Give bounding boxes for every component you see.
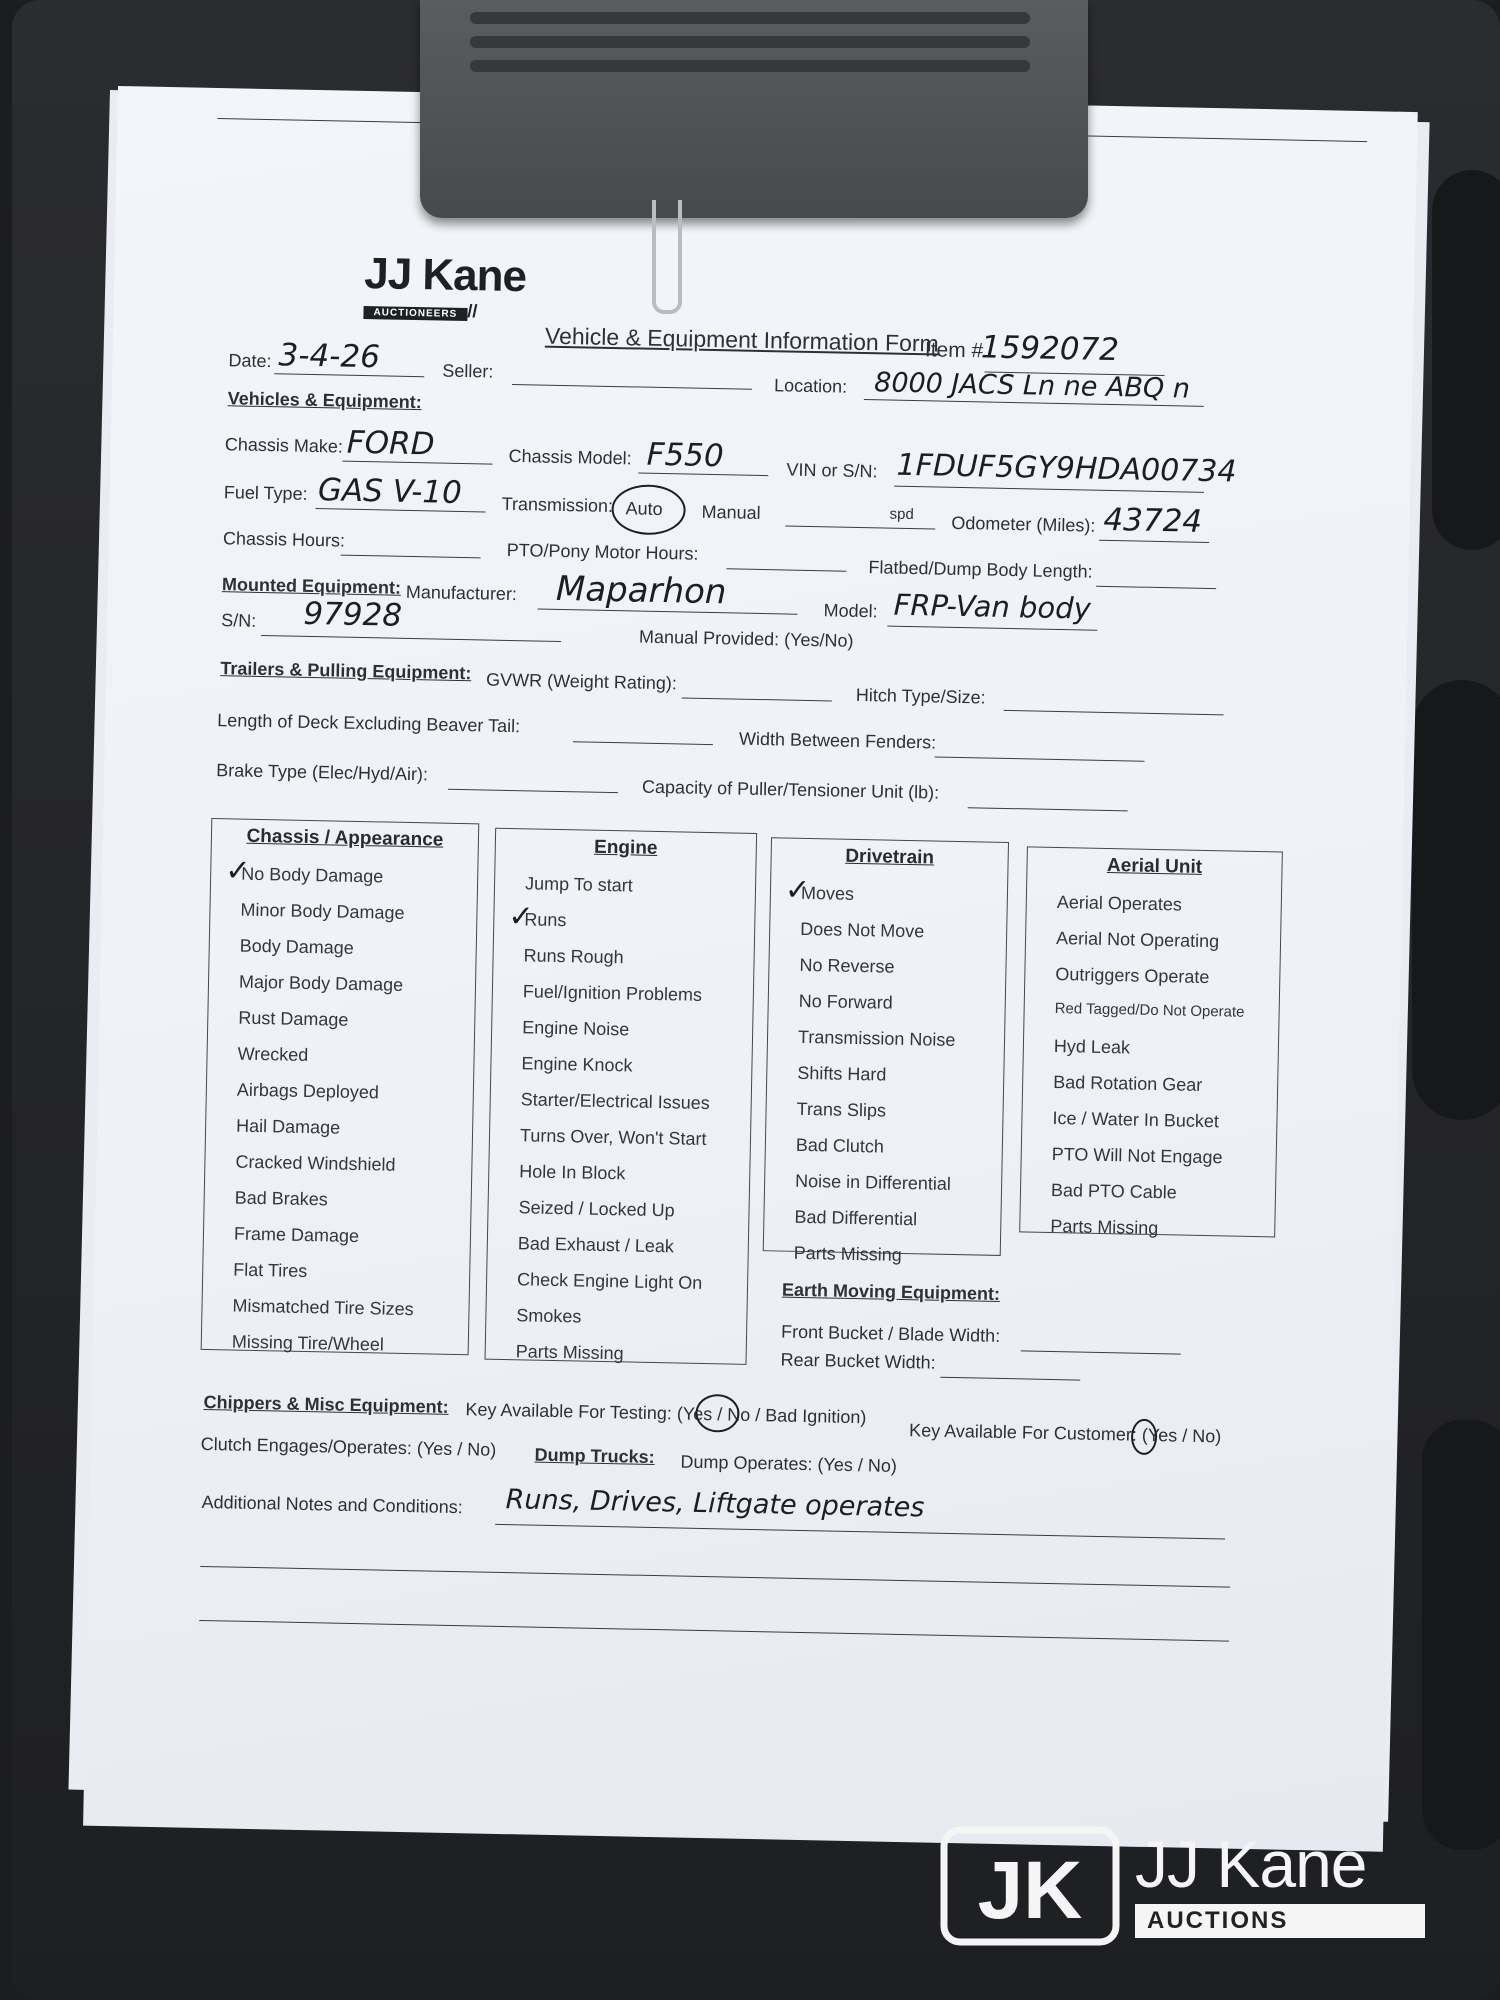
flatbed-length-line bbox=[1096, 586, 1216, 589]
model-line bbox=[887, 626, 1097, 631]
notes-line-3 bbox=[199, 1620, 1229, 1642]
clipboard-clip bbox=[420, 0, 1088, 218]
deck-length-line bbox=[573, 741, 713, 745]
checklist-item: Bad Exhaust / Leak bbox=[517, 1233, 675, 1257]
checkmark-icon: ✓ bbox=[784, 873, 811, 908]
model-value: FRP-Van body bbox=[893, 587, 1092, 626]
transmission-speed-label: spd bbox=[889, 505, 914, 524]
clip-wire bbox=[652, 200, 682, 314]
clip-ridge bbox=[470, 12, 1030, 24]
chassis-make-value: FORD bbox=[346, 424, 435, 463]
fender-width-label: Width Between Fenders: bbox=[738, 728, 937, 753]
checklist-item: Seized / Locked Up bbox=[518, 1197, 675, 1221]
gvwr-line bbox=[682, 697, 832, 701]
hitch-label: Hitch Type/Size: bbox=[855, 684, 986, 708]
sn-line bbox=[261, 635, 561, 642]
fuel-type-value: GAS V-10 bbox=[317, 472, 463, 511]
checklist-item: Body Damage bbox=[239, 935, 355, 958]
drivetrain-title: Drivetrain bbox=[845, 845, 935, 869]
checklist-item: Noise in Differential bbox=[794, 1170, 952, 1194]
clip-ridge bbox=[470, 36, 1030, 48]
jk-monogram-icon bbox=[940, 1826, 1120, 1946]
form-title: Vehicle & Equipment Information Form bbox=[544, 322, 940, 357]
chassis-hours-label: Chassis Hours: bbox=[222, 528, 346, 551]
checklist-item: Trans Slips bbox=[796, 1098, 887, 1121]
checklist-item: Mismatched Tire Sizes bbox=[232, 1295, 414, 1320]
location-label: Location: bbox=[773, 375, 848, 397]
notes-line-2 bbox=[200, 1566, 1230, 1588]
checklist-item: Ice / Water In Bucket bbox=[1052, 1107, 1220, 1132]
checklist-item: PTO Will Not Engage bbox=[1051, 1143, 1223, 1168]
aerial-unit-box bbox=[1019, 846, 1283, 1237]
chassis-model-label: Chassis Model: bbox=[508, 445, 632, 469]
jk-monogram-initials: JK bbox=[977, 1845, 1083, 1936]
checklist-item: No Forward bbox=[798, 990, 893, 1013]
checklist-item: Jump To start bbox=[524, 873, 633, 896]
checklist-item: Airbags Deployed bbox=[236, 1079, 380, 1103]
chippers-heading: Chippers & Misc Equipment: bbox=[203, 1391, 449, 1417]
gvwr-label: GVWR (Weight Rating): bbox=[485, 669, 678, 694]
sn-label: S/N: bbox=[221, 610, 257, 631]
checklist-item: Minor Body Damage bbox=[240, 899, 405, 923]
engine-title: Engine bbox=[593, 836, 658, 859]
logo-name: JJ Kane bbox=[363, 248, 527, 302]
checklist-item: Red Tagged/Do Not Operate bbox=[1054, 999, 1245, 1021]
manufacturer-value: Maparhon bbox=[555, 568, 727, 613]
checklist-item: Bad Clutch bbox=[795, 1134, 885, 1157]
vin-label: VIN or S/N: bbox=[786, 459, 878, 482]
checklist-item: Aerial Not Operating bbox=[1055, 928, 1220, 952]
model-label: Model: bbox=[823, 600, 878, 622]
vin-value: 1FDUF5GY9HDA00734 bbox=[896, 447, 1237, 490]
brake-type-label: Brake Type (Elec/Hyd/Air): bbox=[216, 760, 429, 785]
checkmark-icon: ✓ bbox=[224, 854, 251, 888]
hitch-line bbox=[1004, 710, 1224, 715]
transmission-manual-line bbox=[785, 525, 935, 529]
checklist-item: Major Body Damage bbox=[238, 971, 404, 995]
chassis-hours-line bbox=[341, 555, 481, 559]
vehicles-heading: Vehicles & Equipment: bbox=[227, 388, 422, 413]
checklist-item: Bad Brakes bbox=[234, 1187, 328, 1210]
pto-hours-label: PTO/Pony Motor Hours: bbox=[506, 539, 699, 564]
checklist-item: No Reverse bbox=[799, 954, 895, 977]
key-testing-yes-circle bbox=[695, 1394, 740, 1433]
checklist-item: Cracked Windshield bbox=[235, 1151, 396, 1175]
watermark-subtitle: AUCTIONS bbox=[1135, 1904, 1425, 1938]
checklist-item: Frame Damage bbox=[233, 1223, 360, 1247]
date-value: 3-4-26 bbox=[278, 337, 381, 376]
checklist-item: Fuel/Ignition Problems bbox=[522, 981, 703, 1005]
checklist-item: Check Engine Light On bbox=[516, 1269, 703, 1293]
clip-ridge bbox=[470, 60, 1030, 72]
flatbed-length-label: Flatbed/Dump Body Length: bbox=[868, 557, 1093, 582]
checklist-item: Does Not Move bbox=[800, 918, 925, 942]
checklist-item: Hail Damage bbox=[235, 1115, 341, 1138]
checklist-item: Parts Missing bbox=[793, 1242, 902, 1265]
notes-label: Additional Notes and Conditions: bbox=[201, 1491, 463, 1518]
pto-hours-line bbox=[726, 568, 846, 571]
clutch-option: Clutch Engages/Operates: (Yes / No) bbox=[200, 1433, 497, 1460]
transmission-auto-option: Auto bbox=[625, 498, 663, 520]
chassis-make-label: Chassis Make: bbox=[224, 434, 344, 457]
notes-value: Runs, Drives, Liftgate operates bbox=[505, 1484, 925, 1524]
checklist-item: No Body Damage bbox=[241, 863, 384, 887]
earth-moving-heading: Earth Moving Equipment: bbox=[781, 1279, 1001, 1304]
checklist-item: Bad Differential bbox=[794, 1206, 918, 1230]
checklist-item: Hyd Leak bbox=[1053, 1035, 1131, 1058]
transmission-label: Transmission: bbox=[501, 493, 614, 517]
item-label: Item # bbox=[924, 338, 984, 363]
checklist-item: Runs Rough bbox=[523, 945, 624, 968]
chassis-model-value: F550 bbox=[646, 436, 725, 475]
logo-subtitle: AUCTIONEERS bbox=[363, 306, 467, 321]
key-customer-yes-circle bbox=[1131, 1419, 1158, 1456]
checklist-item: Bad Rotation Gear bbox=[1052, 1071, 1203, 1095]
odometer-label: Odometer (Miles): bbox=[951, 512, 1096, 536]
checklist-item: Engine Knock bbox=[521, 1053, 633, 1076]
clipboard-cutout-bottom bbox=[1422, 1420, 1500, 1850]
clipboard-cutout-top bbox=[1432, 170, 1500, 550]
checklist-item: Smokes bbox=[516, 1305, 582, 1327]
brake-type-line bbox=[448, 789, 618, 793]
key-testing-option: Key Available For Testing: (Yes / No / Bad Ignition) bbox=[465, 1399, 867, 1428]
checklist-item: Engine Noise bbox=[521, 1017, 630, 1040]
checklist-item: Bad PTO Cable bbox=[1050, 1179, 1177, 1203]
logo-slashes-icon: // bbox=[467, 301, 478, 322]
checklist-item: Aerial Operates bbox=[1056, 892, 1183, 915]
notes-line-1 bbox=[495, 1524, 1225, 1540]
drivetrain-box bbox=[763, 837, 1009, 1265]
seller-line bbox=[512, 384, 752, 390]
checklist-item: Transmission Noise bbox=[797, 1026, 956, 1050]
fender-width-line bbox=[935, 757, 1145, 762]
checkmark-icon: ✓ bbox=[508, 900, 534, 934]
checklist-item: Parts Missing bbox=[515, 1341, 624, 1364]
rear-bucket-label: Rear Bucket Width: bbox=[780, 1349, 936, 1373]
manufacturer-label: Manufacturer: bbox=[405, 581, 518, 605]
watermark-name: JJ Kane bbox=[1135, 1827, 1367, 1901]
location-value: 8000 JACS Ln ne ABQ n bbox=[873, 367, 1191, 405]
manual-provided: Manual Provided: (Yes/No) bbox=[638, 626, 854, 651]
sn-value: 97928 bbox=[303, 595, 403, 634]
clipboard-cutout-mid bbox=[1412, 680, 1500, 1120]
odometer-line bbox=[1099, 540, 1209, 543]
checklist-item: Turns Over, Won't Start bbox=[519, 1125, 707, 1150]
date-label: Date: bbox=[228, 350, 272, 372]
checklist-item: Flat Tires bbox=[233, 1259, 308, 1282]
seller-label: Seller: bbox=[442, 360, 494, 382]
trailers-heading: Trailers & Pulling Equipment: bbox=[220, 658, 472, 684]
engine-box bbox=[485, 828, 758, 1365]
key-customer-option: Key Available For Customer: (Yes / No) bbox=[908, 1420, 1222, 1447]
rear-bucket-line bbox=[940, 1377, 1080, 1381]
mounted-equipment-heading: Mounted Equipment: bbox=[221, 574, 402, 598]
checklist-item: Moves bbox=[800, 882, 855, 904]
chassis-appearance-box bbox=[201, 818, 480, 1355]
checklist-item: Parts Missing bbox=[1050, 1215, 1159, 1239]
transmission-auto-circle bbox=[611, 484, 686, 535]
jj-kane-logo bbox=[363, 249, 526, 323]
front-bucket-label: Front Bucket / Blade Width: bbox=[780, 1321, 1001, 1346]
puller-capacity-line bbox=[968, 807, 1128, 811]
checklist-item: Outriggers Operate bbox=[1055, 963, 1210, 988]
dump-operates-option: Dump Operates: (Yes / No) bbox=[680, 1451, 898, 1476]
item-number-value: 1592072 bbox=[980, 329, 1120, 369]
chassis-appearance-title: Chassis / Appearance bbox=[246, 825, 444, 851]
information-form bbox=[83, 86, 1418, 1852]
deck-length-label: Length of Deck Excluding Beaver Tail: bbox=[217, 710, 521, 737]
dump-trucks-heading: Dump Trucks: bbox=[534, 1444, 655, 1468]
checklist-item: Runs bbox=[524, 909, 567, 931]
checklist-item: Missing Tire/Wheel bbox=[231, 1331, 385, 1355]
front-bucket-line bbox=[1021, 1350, 1181, 1354]
checklist-item: Hole In Block bbox=[519, 1161, 626, 1184]
checklist-item: Rust Damage bbox=[238, 1007, 349, 1030]
transmission-manual-option: Manual bbox=[701, 501, 761, 523]
checklist-item: Starter/Electrical Issues bbox=[520, 1089, 710, 1114]
aerial-unit-title: Aerial Unit bbox=[1106, 855, 1203, 878]
odometer-value: 43724 bbox=[1103, 501, 1203, 540]
fuel-type-label: Fuel Type: bbox=[223, 482, 308, 504]
puller-capacity-label: Capacity of Puller/Tensioner Unit (lb): bbox=[641, 776, 940, 803]
checklist-item: Shifts Hard bbox=[797, 1062, 887, 1085]
jj-kane-auctions-watermark bbox=[940, 1826, 1460, 1946]
checklist-item: Wrecked bbox=[237, 1043, 309, 1066]
